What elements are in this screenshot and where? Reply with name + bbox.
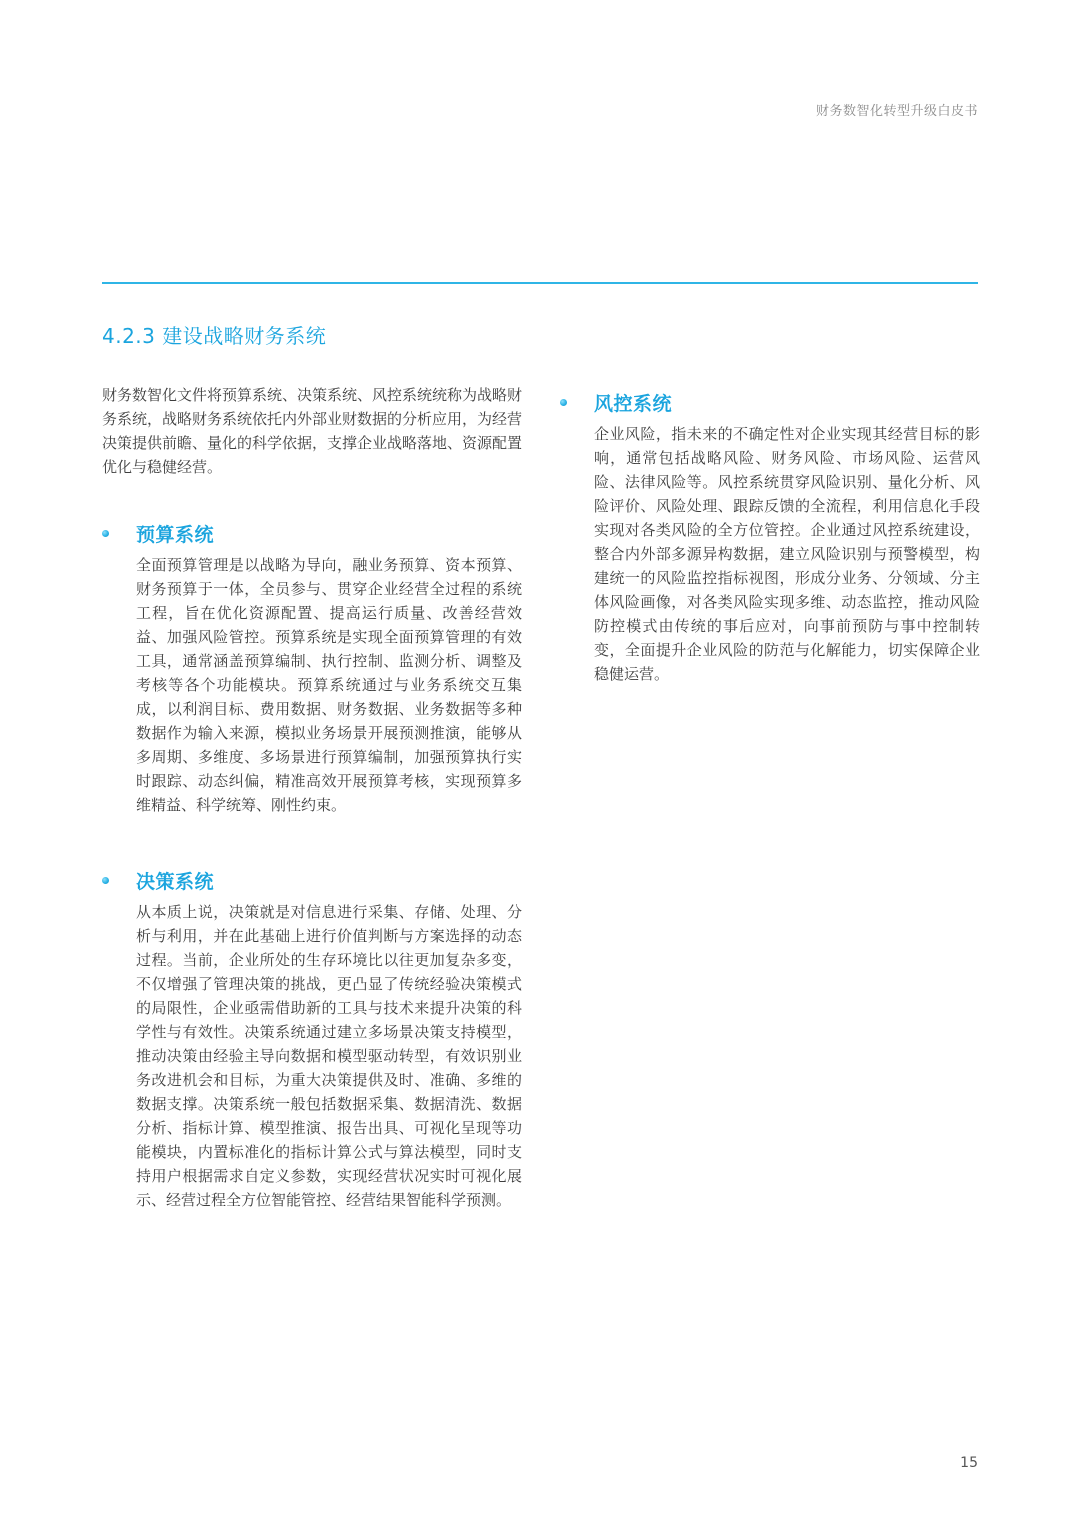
section-divider — [102, 282, 978, 284]
section-intro: 财务数智化文件将预算系统、决策系统、风控系统统称为战略财务系统，战略财务系统依托内外部业财数据的分析应用，为经营决策提供前瞻、量化的科学依据，支撑企业战略落地、资源配置优化与稳健经营。 — [102, 386, 523, 476]
budget-system-block — [102, 519, 522, 817]
risk-control-system-body: 企业风险，指未来的不确定性对企业实现其经营目标的影响，通常包括战略风险、财务风险、市场风险、运营风险、法律风险等。风控系统贯穿风险识别、量化分析、风险评价、风险处理、跟踪反馈的全流程，利用信息化手段实现对各类风险的全方位管控。企业通过风控系统建设，整合内外部多源异构数据，建立风险识别与预警模型，构建统一的风险监控指标视图，形成分业务、分领域、分主体风险画像，对各类风险实现多维、动态监控，推动风险防控模式由传统的事后应对，向事前预防与事中控制转变，全面提升企业风险的防范与化解能力，切实保障企业稳健运营。 — [594, 425, 980, 683]
decision-system-heading — [102, 866, 522, 894]
budget-system-heading — [102, 519, 522, 547]
budget-system-body: 全面预算管理是以战略为导向，融业务预算、资本预算、财务预算于一体，全员参与、贯穿企业经营全过程的系统工程，旨在优化资源配置、提高运行质量、改善经营效益、加强风险管控。预算系统是实现全面预算管理的有效工具，通常涵盖预算编制、执行控制、监测分析、调整及考核等各个功能模块。预算系统通过与业务系统交互集成，以利润目标、费用数据、财务数据、业务数据等多种数据作为输入来源，模拟业务场景开展预测推演，能够从多周期、多维度、多场景进行预算编制，加强预算执行实时跟踪、动态纠偏，精准高效开展预算考核，实现预算多维精益、科学统筹、刚性约束。 — [136, 556, 522, 814]
decision-system-block — [102, 866, 522, 1212]
bullet-dot-icon — [560, 399, 567, 406]
page-number: 15 — [960, 1455, 978, 1471]
section-heading: 4.2.3 建设战略财务系统 — [102, 324, 327, 348]
bullet-dot-icon — [102, 877, 109, 884]
decision-system-body: 从本质上说，决策就是对信息进行采集、存储、处理、分析与利用，并在此基础上进行价值判断与方案选择的动态过程。当前，企业所处的生存环境比以往更加复杂多变，不仅增强了管理决策的挑战，更凸显了传统经验决策模式的局限性，企业亟需借助新的工具与技术来提升决策的科学性与有效性。决策系统通过建立多场景决策支持模型，推动决策由经验主导向数据和模型驱动转型，有效识别业务改进机会和目标，为重大决策提供及时、准确、多维的数据支撑。决策系统一般包括数据采集、数据清洗、数据分析、指标计算、模型推演、报告出具、可视化呈现等功能模块，内置标准化的指标计算公式与算法模型，同时支持用户根据需求自定义参数，实现经营状况实时可视化展示、经营过程全方位智能管控、经营结果智能科学预测。 — [136, 903, 522, 1209]
risk-control-system-title: 风控系统 — [594, 392, 673, 415]
budget-system-title: 预算系统 — [136, 523, 215, 546]
decision-system-title: 决策系统 — [136, 870, 215, 893]
risk-control-system-block — [560, 388, 980, 686]
risk-control-system-heading — [560, 388, 980, 416]
document-title: 财务数智化转型升级白皮书 — [815, 104, 978, 119]
bullet-dot-icon — [102, 530, 109, 537]
